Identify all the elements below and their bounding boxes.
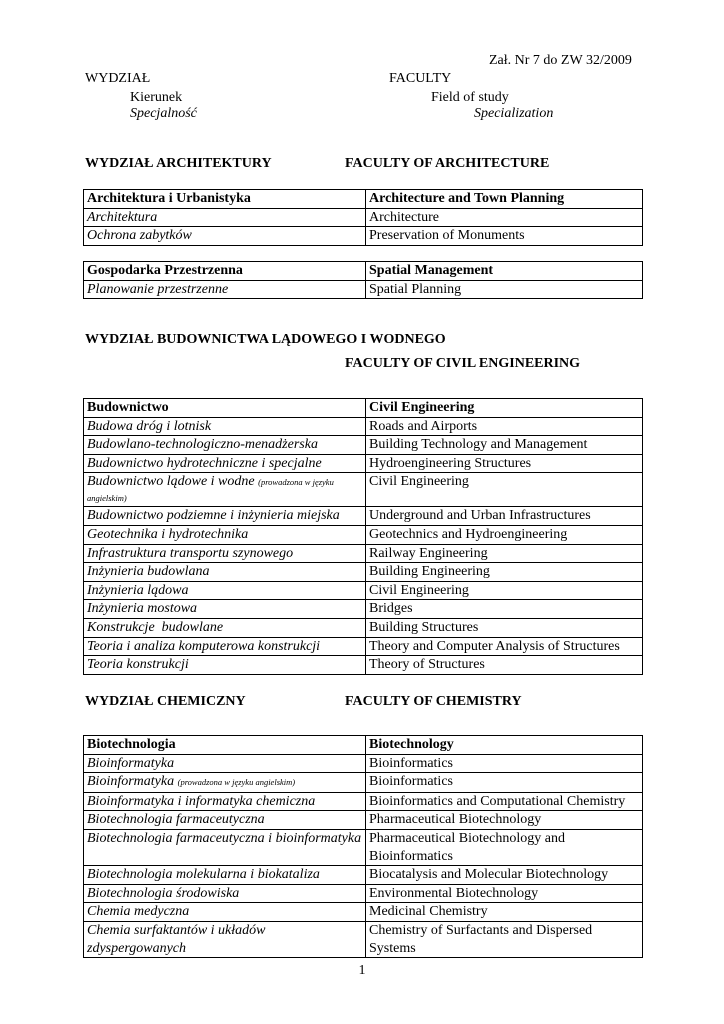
- specialization-pl: Konstrukcje budowlane: [84, 618, 366, 637]
- table-row: [84, 563, 643, 582]
- field-name-en: Biotechnology: [366, 736, 643, 755]
- table-row: [84, 581, 643, 600]
- field-name-en: Spatial Management: [366, 262, 643, 281]
- table-row: [84, 507, 643, 526]
- specialization-pl: Bioinformatyka: [84, 754, 366, 773]
- specialization-en: Building Technology and Management: [366, 436, 643, 455]
- table-row: [84, 866, 643, 885]
- field-name-pl: Biotechnologia: [84, 736, 366, 755]
- specialization-pl: Bioinformatyka i informatyka chemiczna: [84, 792, 366, 811]
- table-row: [84, 473, 643, 507]
- specialization-en: Theory of Structures: [366, 656, 643, 675]
- specialization-pl: Biotechnologia molekularna i biokataliza: [84, 866, 366, 885]
- field-name-pl: Budownictwo: [84, 399, 366, 418]
- specialization-en: Bioinformatics and Computational Chemistry: [366, 792, 643, 811]
- table-row: [84, 829, 643, 865]
- specialization-pl: Chemia surfaktantów i układów zdyspergowanych: [84, 921, 366, 957]
- specialization-en: Environmental Biotechnology: [366, 884, 643, 903]
- specialization-pl: Infrastruktura transportu szynowego: [84, 544, 366, 563]
- legend-spec-pl: Specjalność: [130, 106, 197, 121]
- specialization-pl: Teoria konstrukcji: [84, 656, 366, 675]
- specialization-pl: Biotechnologia farmaceutyczna i bioinformatyka: [84, 829, 366, 865]
- specialization-en: Bioinformatics: [366, 773, 643, 793]
- table-row: [84, 903, 643, 922]
- specialization-en: Bridges: [366, 600, 643, 619]
- specialization-en: Pharmaceutical Biotechnology and Bioinformatics: [366, 829, 643, 865]
- field-name-pl: Architektura i Urbanistyka: [84, 190, 366, 209]
- section-title-pl: WYDZIAŁ BUDOWNICTWA LĄDOWEGO I WODNEGO: [85, 332, 446, 347]
- table-row: [84, 618, 643, 637]
- specialization-en: Roads and Airports: [366, 417, 643, 436]
- specialization-pl: Geotechnika i hydrotechnika: [84, 525, 366, 544]
- field-name-en: Architecture and Town Planning: [366, 190, 643, 209]
- specialization-en: Preservation of Monuments: [366, 227, 643, 246]
- document-reference: Zał. Nr 7 do ZW 32/2009: [489, 53, 632, 68]
- field-table-spatial-management: [83, 261, 643, 299]
- table-header-row: [84, 399, 643, 418]
- page-number: 1: [358, 963, 366, 978]
- specialization-en: Underground and Urban Infrastructures: [366, 507, 643, 526]
- specialization-en: Theory and Computer Analysis of Structures: [366, 637, 643, 656]
- legend-faculty-pl: WYDZIAŁ: [85, 71, 151, 86]
- table-row: [84, 754, 643, 773]
- specialization-en: Medicinal Chemistry: [366, 903, 643, 922]
- specialization-en: Civil Engineering: [366, 473, 643, 507]
- field-name-pl: Gospodarka Przestrzenna: [84, 262, 366, 281]
- table-row: [84, 454, 643, 473]
- table-row: [84, 436, 643, 455]
- field-table-civil-engineering: [83, 398, 643, 675]
- specialization-pl: Biotechnologia farmaceutyczna: [84, 811, 366, 830]
- specialization-en: Chemistry of Surfactants and Dispersed Systems: [366, 921, 643, 957]
- specialization-pl: Architektura: [84, 208, 366, 227]
- table-row: [84, 208, 643, 227]
- legend-field-pl: Kierunek: [130, 90, 183, 105]
- specialization-pl: Inżynieria lądowa: [84, 581, 366, 600]
- specialization-pl: Budownictwo lądowe i wodne: [87, 474, 255, 490]
- section-title-en: FACULTY OF ARCHITECTURE: [345, 156, 550, 171]
- legend-spec-en: Specialization: [474, 106, 554, 121]
- table-row: [84, 656, 643, 675]
- table-row: [84, 600, 643, 619]
- section-title-pl: WYDZIAŁ CHEMICZNY: [85, 694, 246, 709]
- table-row: [84, 227, 643, 246]
- table-row: [84, 792, 643, 811]
- specialization-en: Spatial Planning: [366, 280, 643, 299]
- specialization-pl: Budownictwo podziemne i inżynieria miejska: [84, 507, 366, 526]
- specialization-pl-cell: [84, 773, 366, 793]
- specialization-en: Hydroengineering Structures: [366, 454, 643, 473]
- specialization-pl: Chemia medyczna: [84, 903, 366, 922]
- specialization-pl: Biotechnologia środowiska: [84, 884, 366, 903]
- specialization-en: Bioinformatics: [366, 754, 643, 773]
- table-row: [84, 280, 643, 299]
- table-row: [84, 921, 643, 957]
- language-note: (prowadzona w języku angielskim): [87, 477, 334, 504]
- field-table-architecture: [83, 189, 643, 246]
- specialization-pl: Budowlano-technologiczno-menadżerska: [84, 436, 366, 455]
- table-row: [84, 773, 643, 793]
- specialization-pl: Planowanie przestrzenne: [84, 280, 366, 299]
- specialization-pl: Budowa dróg i lotnisk: [84, 417, 366, 436]
- specialization-en: Civil Engineering: [366, 581, 643, 600]
- table-row: [84, 525, 643, 544]
- legend-faculty-en: FACULTY: [389, 71, 452, 86]
- legend-field-en: Field of study: [431, 90, 509, 105]
- section-title-pl: WYDZIAŁ ARCHITEKTURY: [85, 156, 272, 171]
- table-row: [84, 637, 643, 656]
- specialization-en: Building Structures: [366, 618, 643, 637]
- table-header-row: [84, 262, 643, 281]
- specialization-pl: Inżynieria mostowa: [84, 600, 366, 619]
- specialization-en: Building Engineering: [366, 563, 643, 582]
- table-row: [84, 544, 643, 563]
- specialization-pl: Budownictwo hydrotechniczne i specjalne: [84, 454, 366, 473]
- table-header-row: [84, 736, 643, 755]
- specialization-en: Architecture: [366, 208, 643, 227]
- specialization-pl: Bioinformatyka: [87, 774, 175, 790]
- specialization-pl: Teoria i analiza komputerowa konstrukcji: [84, 637, 366, 656]
- section-title-en: FACULTY OF CHEMISTRY: [345, 694, 522, 709]
- section-title-en: FACULTY OF CIVIL ENGINEERING: [345, 356, 581, 371]
- table-row: [84, 811, 643, 830]
- specialization-pl: Ochrona zabytków: [84, 227, 366, 246]
- specialization-en: Pharmaceutical Biotechnology: [366, 811, 643, 830]
- field-table-biotechnology: [83, 735, 643, 958]
- table-header-row: [84, 190, 643, 209]
- specialization-en: Geotechnics and Hydroengineering: [366, 525, 643, 544]
- specialization-pl-cell: [84, 473, 366, 507]
- specialization-pl: Inżynieria budowlana: [84, 563, 366, 582]
- table-row: [84, 417, 643, 436]
- specialization-en: Railway Engineering: [366, 544, 643, 563]
- language-note: (prowadzona w języku angielskim): [177, 777, 296, 788]
- field-name-en: Civil Engineering: [366, 399, 643, 418]
- specialization-en: Biocatalysis and Molecular Biotechnology: [366, 866, 643, 885]
- table-row: [84, 884, 643, 903]
